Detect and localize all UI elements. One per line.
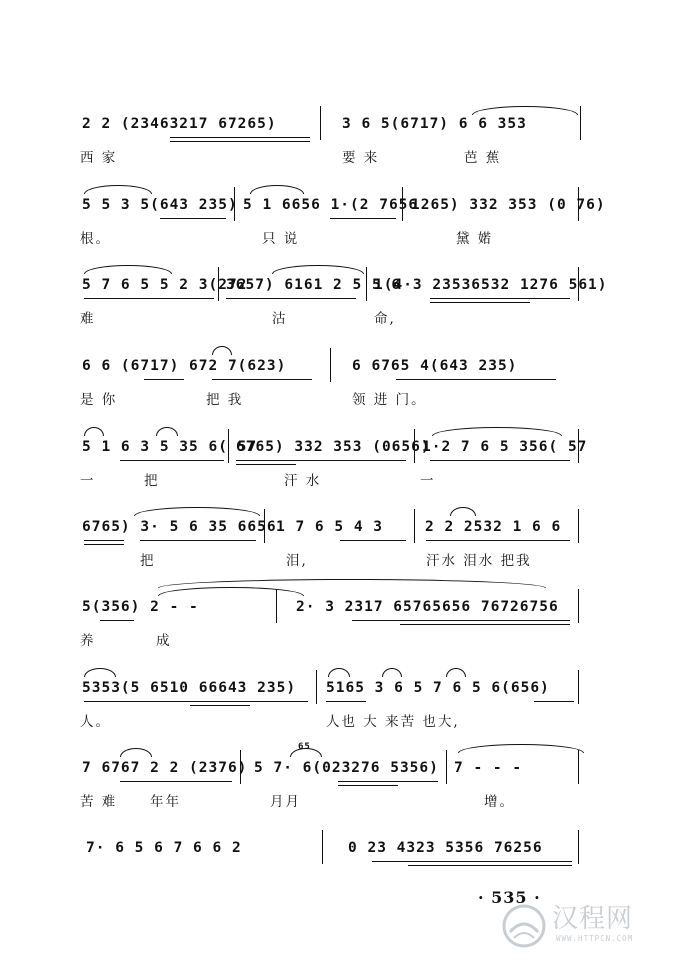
slur [156, 427, 178, 436]
underline [84, 540, 124, 541]
underline [120, 781, 232, 782]
lyric: 要 来 [342, 150, 380, 166]
bar-line [402, 187, 403, 221]
note-group: 5 7 6 5 5 2 3(272 [82, 277, 248, 293]
underline [84, 701, 308, 702]
bar-line [580, 106, 581, 140]
lyric: 黛 婼 [456, 231, 494, 247]
underline [330, 218, 396, 219]
lyric: 一 [420, 473, 436, 489]
note-group: 6 6765 4(643 235) [352, 358, 518, 374]
underline [100, 620, 134, 621]
note-group: 5 7· 6(023276 5356) [254, 760, 439, 776]
note-group: 6765) 3· 5 6 35 6656 [82, 519, 277, 535]
note-group: 5165 3 6 5 7 6 5 6(656) [326, 680, 550, 696]
underline [140, 540, 256, 541]
underline [326, 701, 366, 702]
lyric: 把 我 [206, 392, 244, 408]
bar-line [578, 509, 579, 543]
underline [84, 544, 124, 545]
note-group: 5(356) 2 - - [82, 599, 199, 615]
lyric: 年年 [150, 794, 181, 810]
slur [382, 668, 402, 677]
lyric: 命, [374, 311, 396, 327]
lyric: 把 [144, 473, 160, 489]
bar-line [414, 509, 415, 543]
lyric: 把 [140, 553, 156, 569]
bar-line [228, 429, 229, 463]
underline [396, 379, 556, 380]
underline [120, 460, 224, 461]
underline [160, 218, 226, 219]
lyric: 难 [80, 311, 96, 327]
bar-line [578, 267, 579, 301]
lyric: 西 家 [80, 150, 118, 166]
lyric: 根。 [80, 231, 111, 247]
bar-line [414, 429, 415, 463]
slur [450, 507, 476, 516]
bar-line [240, 750, 241, 784]
note-group: 3657) 6161 2 5 5 6 [226, 277, 402, 293]
lyric: 成 [156, 633, 172, 649]
bar-line [578, 589, 579, 623]
note-group: 2· 3 2317 65765656 76726756 [296, 599, 559, 615]
note-group: 3 6 5(6717) 6 6 353 [342, 116, 527, 132]
lyric: 汗水 泪水 把我 [426, 553, 532, 569]
lyric: 是 你 [80, 392, 118, 408]
slur [432, 427, 562, 436]
underline [400, 624, 570, 625]
note-group: 1·2 7 6 5 356( 57 [422, 439, 588, 455]
slur [212, 346, 232, 355]
underline [170, 141, 310, 142]
underline [144, 379, 184, 380]
lyric: 月月 [270, 794, 301, 810]
note-group: 5 5 3 5(643 235) [82, 197, 238, 213]
note-group: 5 1 6656 1·(2 7656 [243, 197, 419, 213]
slur [84, 265, 172, 274]
bar-line [322, 830, 323, 864]
lyric: 泪, [286, 553, 308, 569]
lyric: 汗 水 [284, 473, 322, 489]
bar-line [366, 267, 367, 301]
slur [290, 748, 322, 757]
slur [272, 265, 364, 274]
bar-line [320, 106, 321, 140]
note-group: 6765) 332 353 (0656) [236, 439, 431, 455]
slur [472, 106, 578, 115]
bar-line [316, 670, 317, 704]
note-group: 7 6767 2 2 (2376) [82, 760, 248, 776]
lyric: 人也 大 来苦 也大, [326, 714, 460, 730]
slur [250, 185, 304, 194]
underline [190, 705, 250, 706]
lyric: 领 进 门。 [352, 392, 427, 408]
lyric: 苦 难 [80, 794, 118, 810]
underline [236, 460, 406, 461]
watermark-text: 汉程网 [552, 904, 634, 934]
lyric: 沽 [272, 311, 288, 327]
watermark-url: WWW.HTTPCN.COM [556, 934, 634, 943]
lyric: 养 [80, 633, 96, 649]
bar-line [578, 187, 579, 221]
lyric: 增。 [484, 794, 515, 810]
note-group: 1(4·3 23536532 1276 561) [374, 277, 608, 293]
bar-line [218, 267, 219, 301]
bar-line [330, 348, 331, 382]
bar-line [578, 670, 579, 704]
underline [340, 540, 406, 541]
lyric: 一 [80, 473, 96, 489]
bar-line [578, 830, 579, 864]
note-group: 7· 6 5 6 7 6 6 2 [86, 840, 242, 856]
underline [534, 701, 574, 702]
slur [120, 748, 152, 757]
underline [170, 137, 310, 138]
note-group: 6 6 (6717) 672 7(623) [82, 358, 287, 374]
underline [338, 781, 438, 782]
note-group: 0 23 4323 5356 76256 [348, 840, 543, 856]
slur [84, 668, 116, 677]
underline [430, 298, 570, 299]
note-group: 7 - - - [454, 760, 523, 776]
bar-line [446, 750, 447, 784]
bar-line [264, 509, 265, 543]
underline [236, 464, 296, 465]
slur [446, 668, 466, 677]
note-group: 1 7 6 5 4 3 [276, 519, 384, 535]
note-group: 5 1 6 3 5 35 6( 57 [82, 439, 258, 455]
watermark [500, 898, 665, 954]
slur [84, 427, 104, 436]
underline [430, 460, 570, 461]
underline [352, 620, 570, 621]
lyric: 只 说 [262, 231, 300, 247]
bar-line [234, 187, 235, 221]
underline [338, 785, 398, 786]
underline [430, 302, 530, 303]
underline [408, 865, 572, 866]
bar-line [578, 750, 579, 784]
lyric: 芭 蕉 [464, 150, 502, 166]
slur [328, 668, 350, 677]
note-group: 2 2 2532 1 6 6 [425, 519, 562, 535]
underline [372, 861, 572, 862]
underline [226, 298, 356, 299]
slur [84, 185, 152, 194]
slur [458, 744, 584, 753]
note-group: 5353(5 6510 66643 235) [82, 680, 297, 696]
underline [426, 540, 570, 541]
note-group: 2 2 (23463217 67265) [82, 116, 277, 132]
page-number: · 535 · [478, 888, 541, 907]
underline [212, 379, 312, 380]
bar-line [578, 429, 579, 463]
underline [84, 298, 214, 299]
slur [134, 507, 260, 516]
grace-notes: 65 [298, 742, 311, 752]
lyric: 人。 [80, 714, 111, 730]
watermark-logo-icon [500, 902, 548, 950]
slur [158, 587, 304, 596]
note-group: 1265) 332 353 (0 76) [411, 197, 606, 213]
